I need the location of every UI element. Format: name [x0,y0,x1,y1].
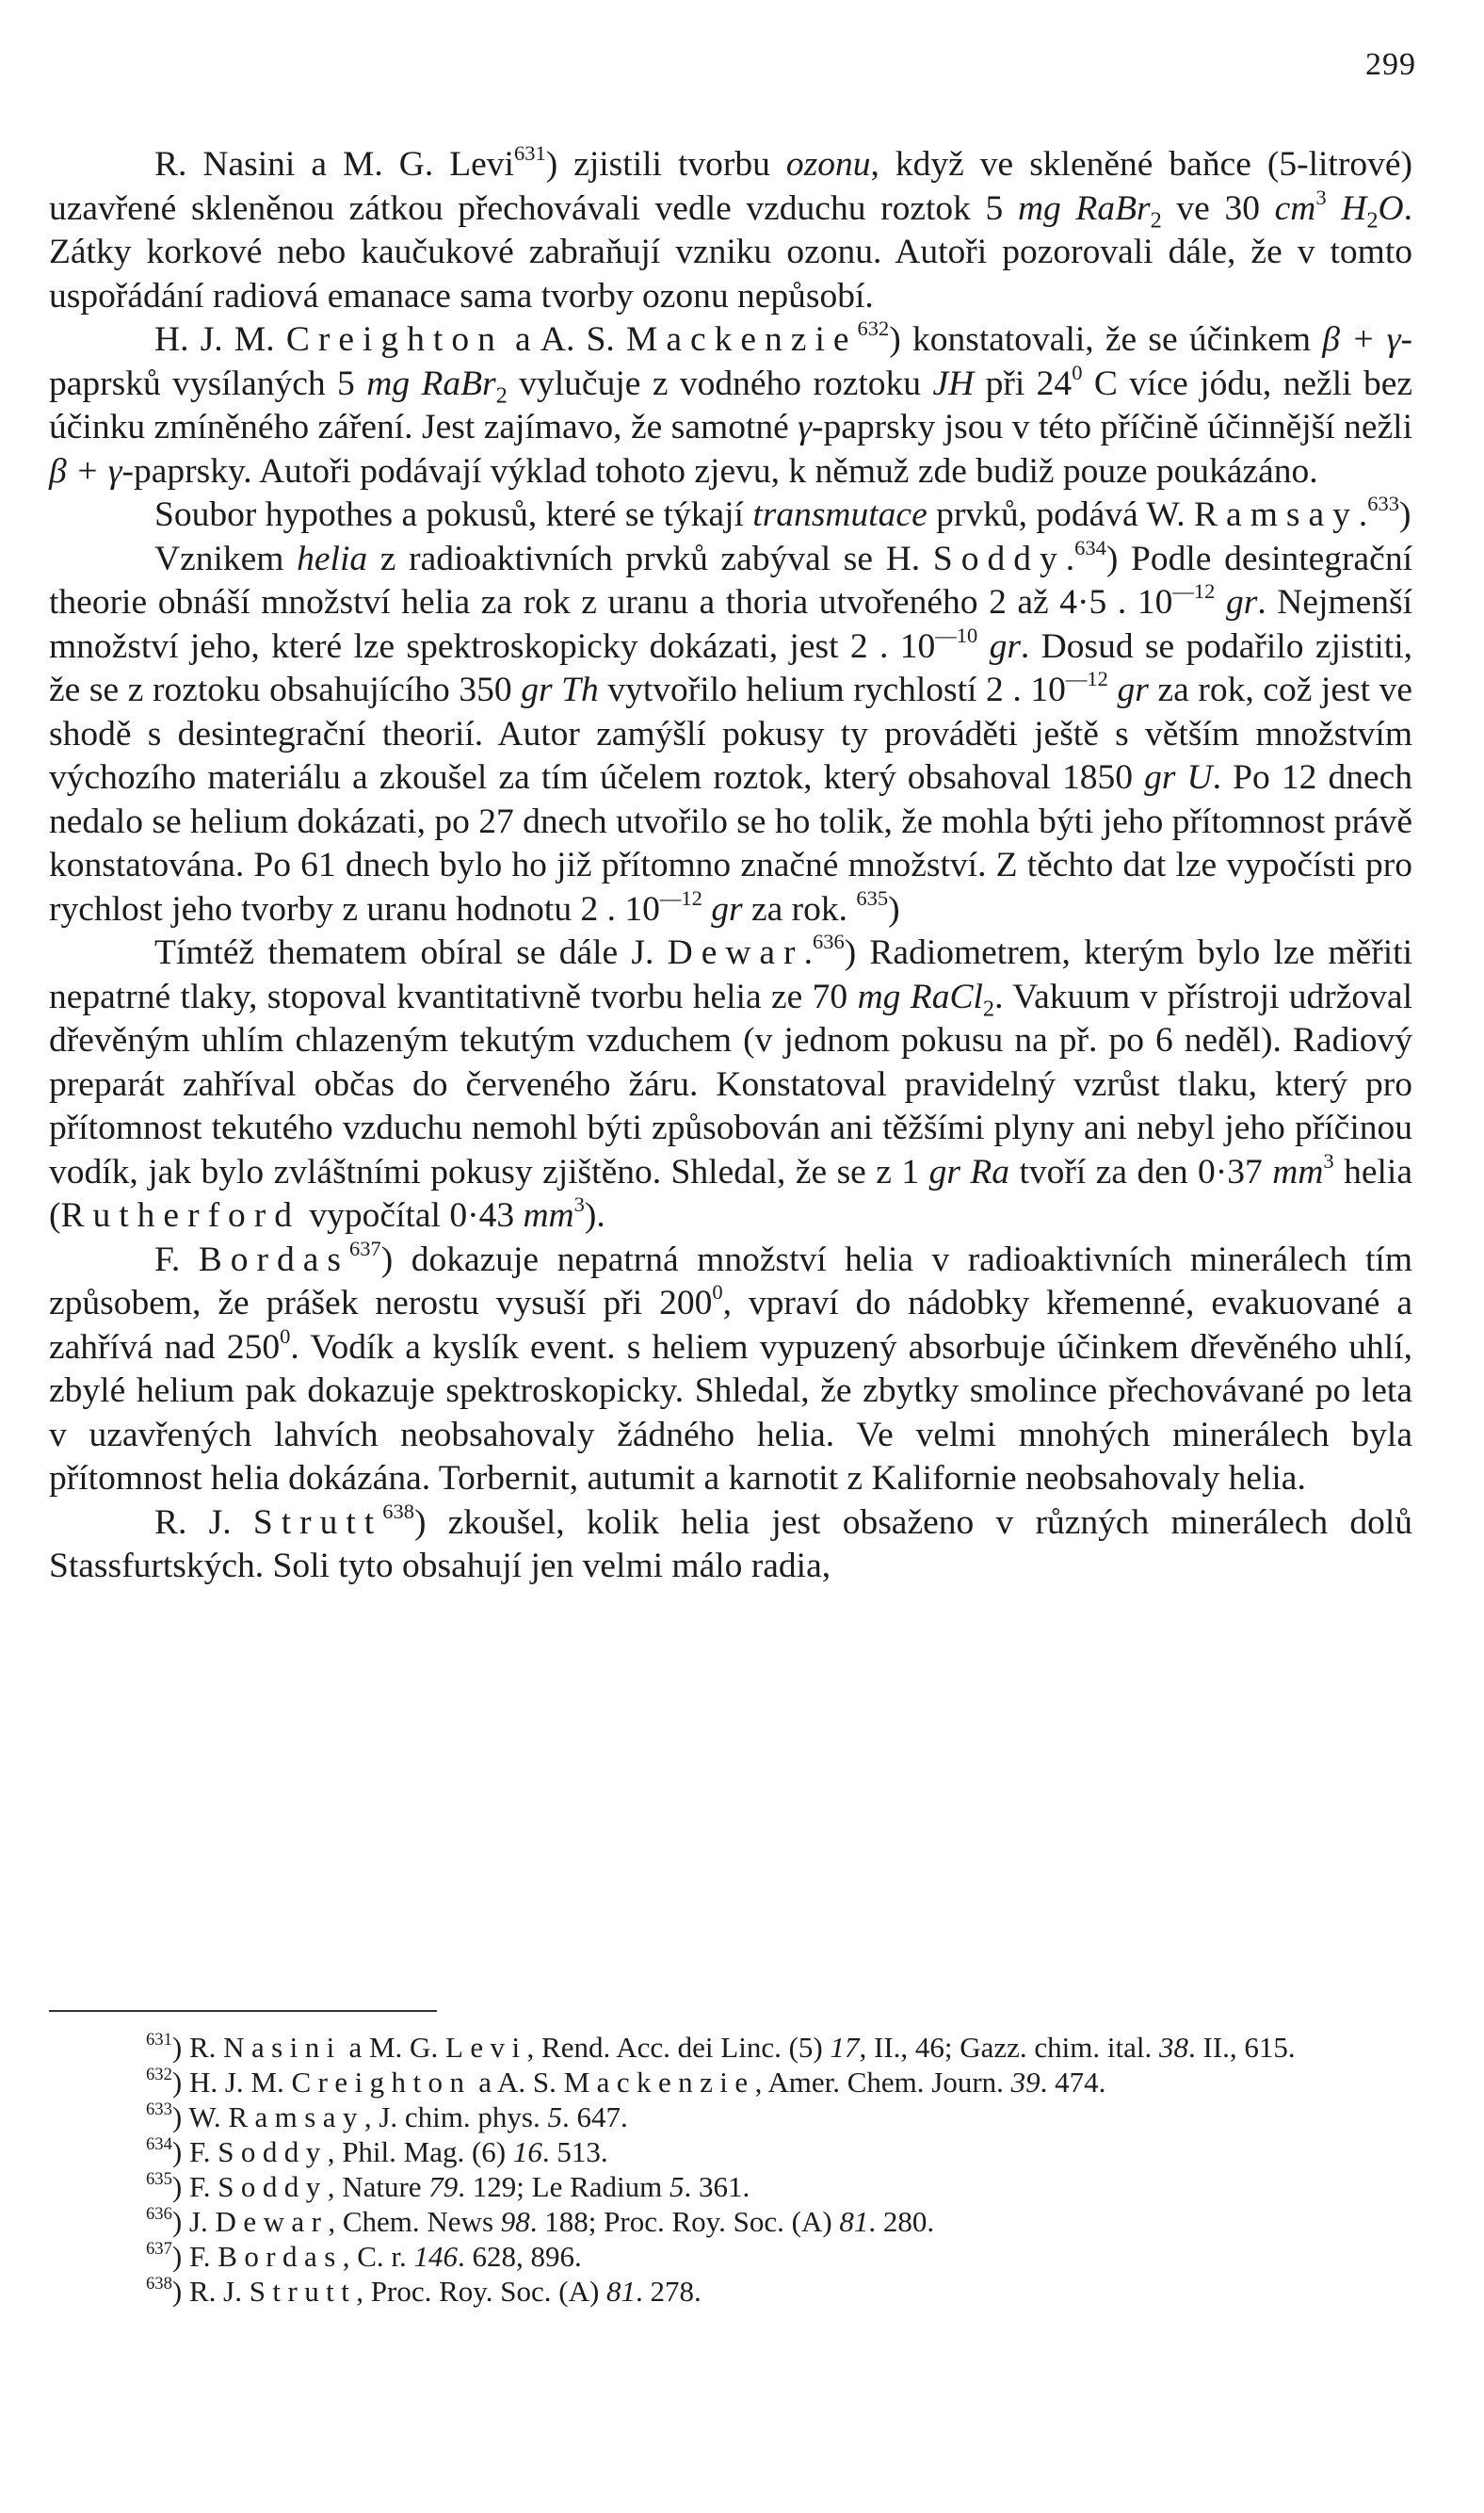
reference-marker: 631 [513,141,546,166]
footnote: $^{637}$) F. Bordas, C. r. 146. 628, 896. [146,2238,582,2273]
footnote: $^{635}$) F. Soddy, Nature 79. 129; Le Radium 5. 361. [146,2168,750,2203]
footnote-number: 637 [146,2238,172,2259]
footnote-number: 635 [146,2168,172,2189]
author-name: Rutherford [60,1196,301,1235]
reference-marker: 632 [857,316,890,341]
body-text [49,143,1412,1589]
footnote-number: 636 [146,2203,172,2224]
footnote: $^{631}$) R. Nasini a M. G. Levi, Rend. Acc. dei Linc. (5) 17, II., 46; Gazz. chim. ital. 38. II., 615. [146,2029,1296,2064]
author-name: Mackenzie [626,320,858,359]
page-number: 299 [1365,47,1416,82]
paragraph-soddy: Vznikem helia z radioaktivních prvků zabýval se H. Soddy.$^{634}$) Podle desintegrační theorie obnáší množství helia za rok z uranu a thoria utvořeného 2 až 4·5 . $10^{—12}$ gr. Nejmenší množství jeho, které lze spektroskopicky dokázati, jest 2 . $10^{—10}$ gr. Dosud se podařilo zjistiti, že se z roztoku obsahujícího 350 gr Th vytvořilo helium rychlostí 2 . $10^{—12}$ gr za rok, což jest ve shodě s desintegrační theorií. Autor zamýšlí pokusy ty prováděti ještě s větším množstvím výchozího materiálu a zkoušel za tím účelem roztok, který obsahoval 1850 gr U. Po 12 dnech nedalo se helium dokázati, po 27 dnech utvořilo se ho tolik, že mohla býti jeho přítomnost právě konstatována. Po 61 dnech bylo ho již přítomno značné množství. Z těchto dat lze vypočísti pro rychlost jeho tvorby z uranu hodnotu 2 . $10^{—12}$ gr za rok. $^{635}$) [49,535,1413,929]
paragraph-ramsay: Soubor hypothes a pokusů, které se týkají transmutace prvků, podává W. Ramsay.$^{633}$) [154,492,1411,534]
footnotes [49,2030,1412,2309]
paragraph-dewar: Tímtéž thematem obíral se dále J. Dewar.$^{636}$) Radiometrem, kterým bylo lze měřiti nepatrné tlaky, stopoval kvantitativně tvorbu helia ze 70 mg RaCl$_2$. Vakuum v přístroji udržoval dřevěným uhlím chlazeným tekutým vzduchem (v jednom pokusu na př. po 6 neděl). Radiový preparát zahříval občas do červeného žáru. Konstatoval pravidelný vzrůst tlaku, který pro přítomnost tekutého vzduchu nemohl býti způsobován ani těžšími plyny ani nebyl jeho příčinou vodík, jak bylo zvláštními pokusy zjištěno. Shledal, že se z 1 gr Ra tvoří za den 0·37 $mm^3$ helia (Rutherford vypočítal 0·43 $mm^3$). [49,930,1412,1235]
footnote: $^{638}$) R. J. Strutt, Proc. Roy. Soc. (A) 81. 278. [146,2273,702,2308]
author-name: Dewar [667,933,804,972]
footnote-number: 634 [146,2133,172,2154]
footnote-number: 633 [146,2099,172,2119]
footnote: $^{634}$) F. Soddy, Phil. Mag. (6) 16. 513. [146,2133,608,2168]
paragraph-nasini-levi: R. Nasini a M. G. Levi$^{631}$) zjistili tvorbu ozonu, když ve skleněné baňce (5-litrové) uzavřené skleněnou zátkou přechovávali vedle vzduchu roztok 5 mg RaBr$_2$ ve 30 $cm^3$ $H_2O$. Zátky korkové nebo kaučukové zabraňují vzniku ozonu. Autoři pozorovali dále, že v tomto uspořádání radiová emanace sama tvorby ozonu nepůsobí. [49,141,1412,316]
paragraph-creighton-mackenzie: H. J. M. Creighton a A. S. Mackenzie$^{632}$) konstatovali, že se účinkem β + γ-paprsků vysílaných 5 mg RaBr$_2$ vylučuje z vodného roztoku JH při $24^0$ C více jódu, nežli bez účinku zmíněného záření. Jest zajímavo, že samotné γ-paprsky jsou v této příčině účinnější nežli β + γ-paprsky. Autoři podávají výklad tohoto zjevu, k němuž zde budiž pouze poukázáno. [49,316,1413,491]
author-name: Ramsay [1194,495,1359,534]
author-name: Soddy [932,539,1066,578]
footnote-number: 632 [146,2064,172,2084]
reference-marker: 636 [812,930,845,954]
reference-marker: 633 [1367,492,1399,516]
footnote: $^{636}$) J. Dewar, Chem. News 98. 188; Proc. Roy. Soc. (A) 81. 280. [146,2203,935,2238]
paragraph-strutt: R. J. Strutt$^{638}$) zkoušel, kolik helia jest obsaženo v různých minerálech dolů Stassfurtských. Soli tyto obsahují jen velmi málo radia, [49,1499,1413,1585]
footnote: $^{632}$) H. J. M. Creighton a A. S. Mackenzie, Amer. Chem. Journ. 39. 474. [146,2064,1106,2099]
author-name: Creighton [285,320,504,359]
reference-marker: 637 [348,1236,381,1260]
footnote-number: 631 [146,2029,172,2050]
paragraph-bordas: F. Bordas$^{637}$) dokazuje nepatrná množství helia v radioaktivních minerálech tím způsobem, že prášek nerostu vysuší při $200^0$, vpraví do nádobky křemenné, evakuované a zahřívá nad $250^0$. Vodík a kyslík event. s heliem vypuzený absorbuje účinkem dřevěného uhlí, zbylé helium pak dokazuje spektroskopicky. Shledal, že zbytky smolince přechovávané po leta v uzavřených lahvích neobsahovaly žádného helia. Ve velmi mnohých minerálech byla přítomnost helia dokázána. Torbernit, autumit a karnotit z Kalifornie neobsahovaly helia. [49,1236,1413,1498]
reference-marker: 638 [382,1499,414,1523]
footnote-number: 638 [146,2273,172,2294]
author-name: Bordas [198,1240,349,1279]
reference-marker: 634 [1074,535,1106,559]
author-name: R. Nasini a M. G. Levi [154,145,514,184]
footnote: $^{633}$) W. Ramsay, J. chim. phys. 5. 647. [146,2099,628,2133]
footnote-divider [49,2010,437,2012]
author-name: Strutt [252,1502,383,1542]
reference-marker: 635 [856,885,889,910]
